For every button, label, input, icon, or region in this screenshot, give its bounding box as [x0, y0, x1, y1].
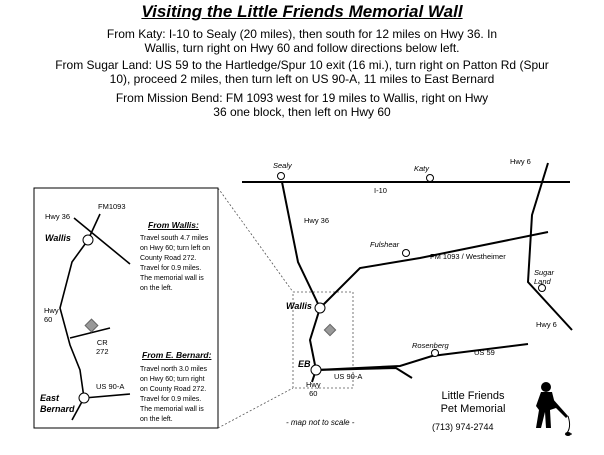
inset-wallis-marker — [83, 235, 93, 245]
inset-label-cr272: CR 272 — [96, 338, 109, 356]
label-us90a: US 90-A — [334, 372, 363, 381]
label-sugar-land: Sugar Land — [534, 268, 555, 286]
page-title: Visiting the Little Friends Memorial Wall — [141, 2, 463, 21]
zoom-line-bottom — [218, 388, 293, 428]
label-hwy60: Hwy 60 — [306, 380, 321, 398]
katy-marker — [427, 175, 434, 182]
brand-name — [418, 390, 528, 416]
label-hwy6-top: Hwy 6 — [510, 157, 531, 166]
brand-phone: (713) 974-2744 — [432, 422, 494, 432]
sealy-marker — [278, 173, 285, 180]
inset-label-hwy36: Hwy 36 — [45, 212, 71, 221]
inset-label-east-bernard: East Bernard — [40, 393, 75, 414]
label-us59: US 59 — [474, 348, 495, 357]
scale-note: - map not to scale - — [286, 418, 355, 427]
inset-label-wallis: Wallis — [45, 233, 71, 243]
label-katy: Katy — [414, 164, 430, 173]
road-us90a — [316, 368, 412, 378]
label-fulshear: Fulshear — [370, 240, 400, 249]
label-eb: EB — [298, 359, 311, 369]
fulshear-marker — [403, 250, 410, 257]
road-hwy6 — [528, 163, 572, 330]
from-east-bernard-text: Travel north 3.0 miles on Hwy 60; turn right on County Road 272. Travel for 0.9 miles. The memorial wall is on the left. — [140, 366, 208, 423]
wallis-marker — [315, 303, 325, 313]
zoom-line-top — [218, 188, 293, 292]
label-i10: I-10 — [374, 186, 387, 195]
inset-label-hwy60: Hwy 60 — [44, 306, 59, 324]
directions-from-sugar-land: From Sugar Land: US 59 to the Hartledge/Spur 10 exit (16 mi.), turn right on Patton Rd (Spur 10), proceed 2 miles, then turn left on US 90-A, 11 miles to East Bernard — [55, 58, 549, 86]
brand-line-2: Pet Memorial — [440, 403, 506, 415]
road-hwy36 — [282, 182, 320, 308]
brand-line-1: Little Friends — [441, 390, 505, 402]
label-rosenberg: Rosenberg — [412, 341, 449, 350]
from-wallis-heading: From Wallis: — [148, 220, 199, 230]
from-wallis-text: Travel south 4.7 miles on Hwy 60; turn left on County Road 272. Travel for 0.9 miles. The memorial wall is on the left. — [140, 235, 211, 292]
label-fm1093: FM 1093 / Westheimer — [430, 252, 506, 261]
inset-label-fm1093: FM1093 — [98, 202, 126, 211]
from-east-bernard-heading: From E. Bernard: — [142, 350, 212, 360]
rosenberg-marker — [432, 350, 439, 357]
road-hwy60 — [310, 308, 320, 370]
memorial-marker — [324, 324, 335, 335]
label-sealy: Sealy — [273, 161, 292, 170]
label-wallis: Wallis — [286, 301, 312, 311]
label-hwy6-right: Hwy 6 — [536, 320, 557, 329]
label-hwy36: Hwy 36 — [304, 216, 330, 225]
directions-from-katy: From Katy: I-10 to Sealy (20 miles), then south for 12 miles on Hwy 36. In Wallis, turn right on Hwy 60 and follow directions below left. — [106, 27, 498, 55]
road-fm1093 — [320, 232, 548, 308]
directions-from-mission-bend: From Mission Bend: FM 1093 west for 19 miles to Wallis, right on Hwy 36 one block, then left on Hwy 60 — [115, 91, 489, 119]
child-and-dog-silhouette — [536, 382, 572, 436]
eb-marker — [311, 365, 321, 375]
inset-label-us90a: US 90-A — [96, 382, 125, 391]
inset-east-bernard-marker — [79, 393, 89, 403]
